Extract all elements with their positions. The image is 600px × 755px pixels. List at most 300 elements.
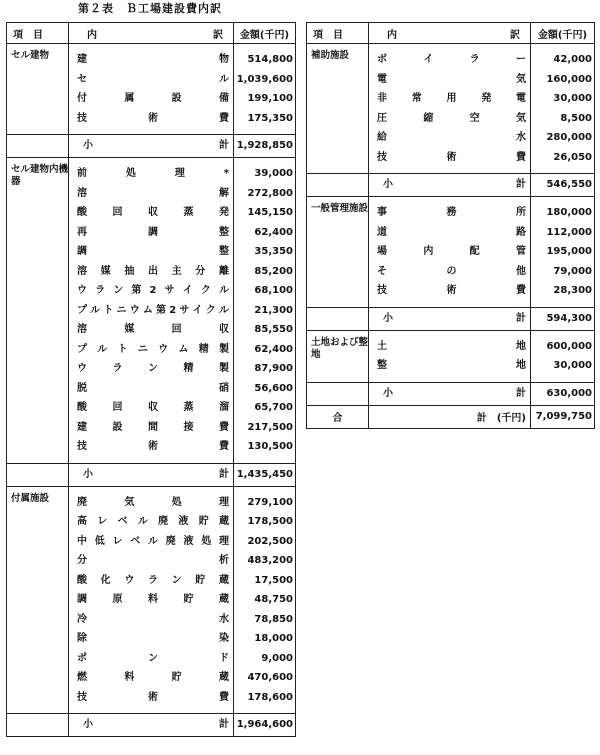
subtotal-char: 小 bbox=[83, 468, 93, 480]
item-char: 蔵 bbox=[219, 594, 229, 605]
subtotal-amount: 594,300 bbox=[546, 312, 592, 324]
item-char: ン bbox=[171, 574, 182, 586]
item-char: 属 bbox=[124, 93, 135, 104]
item-amount: 160,000 bbox=[546, 73, 592, 85]
item-char: 費 bbox=[219, 421, 229, 433]
item-amount: 470,600 bbox=[247, 672, 293, 683]
section-items bbox=[369, 197, 531, 308]
item-amount: 195,000 bbox=[546, 246, 592, 257]
item-char: 媒 bbox=[100, 265, 111, 277]
item-char: 常 bbox=[411, 93, 422, 104]
item-char: 廃 bbox=[165, 535, 176, 547]
item-char: ル bbox=[97, 343, 108, 355]
item-char: 低 bbox=[94, 535, 105, 547]
item-char: ル bbox=[218, 304, 229, 316]
item-amount: 600,000 bbox=[546, 340, 592, 352]
item-char: ル bbox=[218, 285, 229, 296]
subtotal-row bbox=[307, 307, 595, 330]
item-char: 管 bbox=[515, 246, 526, 257]
item-char: 術 bbox=[148, 112, 158, 124]
item-amount: 65,700 bbox=[254, 402, 293, 413]
item-char: 費 bbox=[219, 441, 229, 452]
item-char: そ bbox=[377, 265, 387, 277]
subtotal-label-cell bbox=[369, 382, 531, 405]
total-label-left: 合 bbox=[332, 413, 343, 424]
item-name bbox=[69, 281, 233, 301]
section-amounts bbox=[234, 44, 296, 135]
header-content-right: 訳 bbox=[213, 29, 223, 41]
subtotal-label-cell bbox=[69, 135, 234, 158]
item-char: レ bbox=[97, 516, 108, 527]
section-amounts bbox=[234, 486, 296, 714]
section-row bbox=[7, 44, 296, 135]
item-char: 水 bbox=[219, 613, 229, 625]
item-amount: 62,400 bbox=[254, 343, 293, 355]
item-char: 蒸 bbox=[183, 207, 194, 218]
subtotal-char: 小 bbox=[383, 387, 393, 399]
item-char: イ bbox=[423, 54, 434, 65]
item-char: 所 bbox=[516, 207, 526, 218]
header-amount bbox=[531, 23, 595, 44]
header-item-label: 項 目 bbox=[13, 29, 43, 41]
item-amount: 199,100 bbox=[247, 93, 293, 104]
item-char: ル bbox=[137, 516, 148, 527]
subtotal-char: 計 bbox=[516, 387, 526, 399]
item-name bbox=[69, 89, 233, 109]
item-amount: 180,000 bbox=[546, 207, 592, 218]
item-name bbox=[369, 337, 530, 357]
item-char: 硝 bbox=[219, 382, 229, 394]
item-name bbox=[369, 242, 530, 262]
item-amount: 56,600 bbox=[254, 382, 293, 394]
item-char: ル bbox=[148, 535, 158, 547]
subtotal-amount-cell bbox=[234, 135, 296, 158]
item-char: 第 bbox=[131, 285, 142, 296]
item-char: サ bbox=[164, 285, 175, 296]
subtotal-label-cell bbox=[69, 463, 234, 486]
subtotal-label bbox=[369, 308, 530, 330]
item-char: 内 bbox=[423, 246, 434, 257]
section-row bbox=[7, 486, 296, 714]
section-category bbox=[7, 44, 69, 135]
item-name bbox=[369, 128, 530, 148]
header-content-left: 内 bbox=[387, 29, 397, 41]
item-char: 技 bbox=[377, 285, 387, 296]
item-char: 電 bbox=[516, 93, 526, 104]
item-amount: 8,500 bbox=[560, 112, 592, 124]
item-name bbox=[69, 359, 233, 379]
subtotal-row bbox=[307, 382, 595, 405]
item-char: 物 bbox=[219, 54, 229, 65]
header-item-label: 項 目 bbox=[313, 29, 343, 41]
item-char: ー bbox=[515, 54, 526, 65]
item-name bbox=[69, 512, 233, 532]
item-char: 整 bbox=[219, 246, 229, 257]
total-label-right: 計 (千円) bbox=[476, 413, 526, 424]
item-char: 精 bbox=[183, 363, 194, 374]
subtotal-blank bbox=[307, 307, 369, 330]
subtotal-label bbox=[69, 135, 233, 157]
header-amount-label: 金額(千円) bbox=[239, 29, 290, 41]
item-name bbox=[69, 437, 233, 457]
header-row bbox=[307, 23, 595, 44]
item-char: ウ bbox=[129, 304, 140, 316]
section-amounts bbox=[234, 158, 296, 464]
item-name bbox=[69, 203, 233, 223]
item-char: ラ bbox=[95, 285, 106, 296]
item-char: 非 bbox=[377, 93, 387, 104]
subtotal-row bbox=[7, 714, 296, 737]
item-char: 付 bbox=[77, 93, 87, 104]
item-char: ボ bbox=[377, 54, 387, 65]
item-name bbox=[69, 262, 233, 282]
item-char: ベ bbox=[117, 516, 128, 527]
item-char: 理 bbox=[218, 496, 229, 508]
item-char: 処 bbox=[201, 535, 212, 547]
category-label: 一般管理施設 bbox=[311, 203, 369, 214]
total-row bbox=[307, 405, 595, 428]
item-char: 出 bbox=[147, 265, 158, 277]
header-item bbox=[7, 23, 69, 44]
item-name bbox=[69, 629, 233, 649]
item-char: 廃 bbox=[158, 516, 169, 527]
item-char: 除 bbox=[77, 633, 87, 644]
item-char: 収 bbox=[148, 207, 158, 218]
section-items bbox=[69, 486, 234, 714]
item-name bbox=[69, 50, 233, 70]
item-name bbox=[69, 223, 233, 243]
item-amount: 280,000 bbox=[546, 132, 592, 143]
section-row bbox=[7, 158, 296, 464]
item-name bbox=[69, 610, 233, 630]
item-char: レ bbox=[112, 535, 123, 547]
category-label: 付属施設 bbox=[11, 492, 50, 504]
section-category bbox=[7, 158, 69, 464]
item-amount: 178,600 bbox=[247, 691, 293, 703]
item-char: 備 bbox=[218, 93, 229, 104]
item-char: 場 bbox=[377, 246, 387, 257]
item-char: 縮 bbox=[423, 112, 434, 124]
item-char: 術 bbox=[148, 691, 158, 703]
section-row bbox=[307, 44, 595, 174]
item-char: 接 bbox=[183, 421, 194, 433]
item-amount: 26,050 bbox=[553, 151, 592, 163]
item-char: の bbox=[446, 265, 457, 277]
header-amount-label: 金額(千円) bbox=[537, 29, 588, 41]
item-char: * bbox=[223, 168, 229, 179]
item-char: 媒 bbox=[124, 324, 135, 335]
item-name bbox=[69, 340, 233, 360]
item-amount: 17,500 bbox=[254, 574, 293, 586]
item-char: 料 bbox=[148, 594, 158, 605]
item-name bbox=[69, 551, 233, 571]
subtotal-amount: 546,550 bbox=[546, 179, 592, 190]
header-amount bbox=[234, 23, 296, 44]
item-char: 溜 bbox=[219, 402, 229, 413]
item-char: 気 bbox=[516, 73, 526, 85]
item-char: 道 bbox=[377, 226, 387, 238]
item-char: 回 bbox=[112, 207, 123, 218]
item-char: 製 bbox=[219, 363, 229, 374]
item-char: 配 bbox=[469, 246, 480, 257]
section-items bbox=[369, 44, 531, 174]
item-char: ム bbox=[178, 343, 189, 355]
item-char: 圧 bbox=[377, 112, 387, 124]
item-name bbox=[69, 532, 233, 552]
item-amount: 217,500 bbox=[247, 421, 293, 433]
subtotal-char: 計 bbox=[219, 468, 229, 480]
item-char: 液 bbox=[178, 516, 189, 527]
section-items bbox=[69, 44, 234, 135]
item-char: ラ bbox=[469, 54, 480, 65]
item-char: 理 bbox=[174, 168, 185, 179]
category-label: セル建物 bbox=[11, 50, 50, 61]
item-name bbox=[69, 688, 233, 708]
item-amount: 178,500 bbox=[247, 516, 293, 527]
section-category bbox=[307, 44, 369, 174]
item-amount: 175,350 bbox=[247, 112, 293, 124]
subtotal-amount: 1,964,600 bbox=[236, 719, 293, 730]
item-char: ウ bbox=[77, 285, 87, 296]
total-amount-cell bbox=[531, 405, 595, 428]
item-char: 料 bbox=[124, 672, 135, 683]
subtotal-char: 計 bbox=[219, 140, 229, 151]
subtotal-label bbox=[369, 174, 530, 196]
section-category bbox=[307, 330, 369, 382]
item-name bbox=[69, 164, 233, 184]
item-char: 整 bbox=[377, 360, 387, 371]
item-char: 前 bbox=[77, 168, 87, 179]
item-char: 染 bbox=[219, 633, 229, 644]
item-name bbox=[69, 301, 233, 321]
item-char: 他 bbox=[516, 265, 526, 277]
item-char: 術 bbox=[446, 151, 457, 163]
item-char: 土 bbox=[377, 340, 387, 352]
item-char: ン bbox=[148, 363, 158, 374]
subtotal-amount: 1,435,450 bbox=[236, 468, 293, 480]
item-name bbox=[69, 242, 233, 262]
item-amount: 48,750 bbox=[254, 594, 293, 605]
item-amount: 30,000 bbox=[553, 360, 592, 371]
section-amounts bbox=[531, 197, 595, 308]
subtotal-label-cell bbox=[69, 714, 234, 737]
header-content bbox=[369, 23, 531, 44]
item-char: ベ bbox=[130, 535, 141, 547]
category-label: 土地および整地 bbox=[311, 336, 369, 360]
item-amount: 87,900 bbox=[254, 363, 293, 374]
item-char: ト bbox=[103, 304, 114, 316]
subtotal-amount: 630,000 bbox=[546, 387, 592, 399]
item-char: 溶 bbox=[77, 324, 87, 335]
item-amount: 18,000 bbox=[254, 633, 293, 644]
subtotal-char: 小 bbox=[383, 179, 393, 190]
item-char: 調 bbox=[77, 246, 87, 257]
item-char: 2 bbox=[149, 285, 157, 296]
item-char: 回 bbox=[171, 324, 182, 335]
item-name bbox=[369, 148, 530, 168]
item-amount: 42,000 bbox=[553, 54, 592, 65]
item-char: 精 bbox=[198, 343, 209, 355]
subtotal-amount-cell bbox=[531, 174, 595, 197]
subtotal-blank bbox=[307, 382, 369, 405]
item-char: 収 bbox=[148, 402, 158, 413]
subtotal-char: 計 bbox=[516, 312, 526, 324]
table-title: 第２表 Ｂ工場建設費内訳 bbox=[78, 2, 222, 15]
item-name bbox=[369, 223, 530, 243]
item-char: 技 bbox=[77, 112, 87, 124]
subtotal-label bbox=[69, 464, 233, 486]
item-char: 費 bbox=[219, 112, 229, 124]
total-amount: 7,099,750 bbox=[535, 411, 592, 422]
item-char: 高 bbox=[77, 516, 87, 527]
item-char: ク bbox=[200, 285, 211, 296]
item-name bbox=[69, 668, 233, 688]
item-char: 発 bbox=[481, 93, 492, 104]
item-char: 技 bbox=[77, 441, 87, 452]
item-char: 中 bbox=[77, 535, 87, 547]
item-char: 製 bbox=[218, 343, 229, 355]
subtotal-row bbox=[307, 174, 595, 197]
subtotal-row bbox=[7, 463, 296, 486]
item-char: 蔵 bbox=[218, 574, 229, 586]
item-char: 蒸 bbox=[183, 402, 194, 413]
item-char: 2 bbox=[169, 304, 177, 316]
item-name bbox=[69, 649, 233, 669]
item-char: ウ bbox=[158, 343, 169, 355]
item-name bbox=[369, 281, 530, 301]
item-name bbox=[69, 70, 233, 90]
item-amount: 202,500 bbox=[247, 535, 293, 547]
item-char: 設 bbox=[171, 93, 182, 104]
item-char: 費 bbox=[516, 151, 526, 163]
item-char: プ bbox=[77, 304, 87, 316]
item-char: 処 bbox=[125, 168, 136, 179]
item-char: 脱 bbox=[77, 382, 87, 394]
item-char: 建 bbox=[77, 54, 87, 65]
subtotal-char: 小 bbox=[83, 719, 93, 730]
item-amount: 62,400 bbox=[254, 226, 293, 238]
item-amount: 79,000 bbox=[553, 265, 592, 277]
subtotal-blank bbox=[7, 463, 69, 486]
subtotal-amount-cell bbox=[531, 382, 595, 405]
item-char: 技 bbox=[377, 151, 387, 163]
item-char: 事 bbox=[377, 207, 387, 218]
item-char: ラ bbox=[112, 363, 123, 374]
item-char: 電 bbox=[377, 73, 387, 85]
item-char: 主 bbox=[171, 265, 182, 277]
header-content-left: 内 bbox=[87, 29, 97, 41]
item-char: 化 bbox=[100, 574, 111, 586]
item-name bbox=[69, 184, 233, 204]
item-char: 気 bbox=[124, 496, 135, 508]
item-char: 地 bbox=[516, 360, 526, 371]
item-char: 酸 bbox=[77, 574, 87, 586]
item-char: 蔵 bbox=[218, 672, 229, 683]
item-char: 技 bbox=[77, 691, 87, 703]
category-label: セル建物内機器 bbox=[11, 164, 69, 187]
item-char: 間 bbox=[148, 421, 158, 433]
item-char: 費 bbox=[516, 285, 526, 296]
item-char: ニ bbox=[116, 304, 127, 316]
item-char: 貯 bbox=[195, 574, 206, 586]
item-char: イ bbox=[192, 304, 203, 316]
category-label: 補助施設 bbox=[311, 50, 350, 61]
item-name bbox=[69, 109, 233, 129]
item-amount: 279,100 bbox=[247, 496, 293, 508]
item-char: イ bbox=[182, 285, 193, 296]
item-amount: 1,039,600 bbox=[236, 73, 293, 85]
subtotal-label bbox=[69, 714, 233, 736]
item-char: ル bbox=[90, 304, 101, 316]
item-char: 酸 bbox=[77, 207, 87, 218]
item-char: 回 bbox=[112, 402, 123, 413]
item-amount: 30,000 bbox=[553, 93, 592, 104]
section-category bbox=[307, 197, 369, 308]
subtotal-char: 計 bbox=[516, 179, 526, 190]
item-name bbox=[69, 379, 233, 399]
item-char: 燃 bbox=[77, 672, 87, 683]
item-char: 整 bbox=[219, 226, 229, 238]
item-char: 冷 bbox=[77, 613, 87, 625]
item-name bbox=[69, 571, 233, 591]
item-char: 析 bbox=[219, 555, 229, 566]
item-name bbox=[369, 89, 530, 109]
item-amount: 39,000 bbox=[254, 168, 293, 179]
item-char: 建 bbox=[77, 421, 87, 433]
item-amount: 28,300 bbox=[553, 285, 592, 296]
item-char: 地 bbox=[516, 340, 526, 352]
item-char: 蔵 bbox=[218, 516, 229, 527]
header-content bbox=[69, 23, 234, 44]
item-name bbox=[69, 418, 233, 438]
total-label-right-cell bbox=[369, 405, 531, 428]
item-amount: 145,150 bbox=[247, 207, 293, 218]
item-name bbox=[369, 356, 530, 376]
item-char: 務 bbox=[446, 207, 457, 218]
item-char: 貯 bbox=[198, 516, 209, 527]
item-char: ラ bbox=[147, 574, 158, 586]
item-char: 液 bbox=[183, 535, 194, 547]
left-cost-table bbox=[6, 22, 296, 737]
item-char: サ bbox=[179, 304, 190, 316]
item-amount: 9,000 bbox=[261, 652, 293, 664]
item-char: 収 bbox=[218, 324, 229, 335]
item-char: 理 bbox=[219, 535, 229, 547]
item-name bbox=[69, 320, 233, 340]
subtotal-label-cell bbox=[369, 174, 531, 197]
item-amount: 85,200 bbox=[254, 265, 293, 277]
item-char: 水 bbox=[516, 132, 526, 143]
item-char: 貯 bbox=[183, 594, 194, 605]
subtotal-char: 小 bbox=[83, 140, 93, 151]
item-name bbox=[369, 50, 530, 70]
item-char: ト bbox=[117, 343, 128, 355]
item-char: 給 bbox=[377, 132, 387, 143]
subtotal-blank bbox=[307, 174, 369, 197]
item-char: 分 bbox=[77, 555, 87, 566]
item-char: ニ bbox=[137, 343, 148, 355]
item-char: 酸 bbox=[77, 402, 87, 413]
item-char: 空 bbox=[469, 112, 480, 124]
item-char: ム bbox=[142, 304, 153, 316]
item-char: 抽 bbox=[124, 265, 135, 277]
item-amount: 21,300 bbox=[254, 304, 293, 316]
item-char: 溶 bbox=[77, 187, 87, 199]
total-label-left-cell bbox=[307, 405, 369, 428]
item-name bbox=[369, 203, 530, 223]
item-amount: 85,550 bbox=[254, 324, 293, 335]
section-row bbox=[307, 330, 595, 382]
